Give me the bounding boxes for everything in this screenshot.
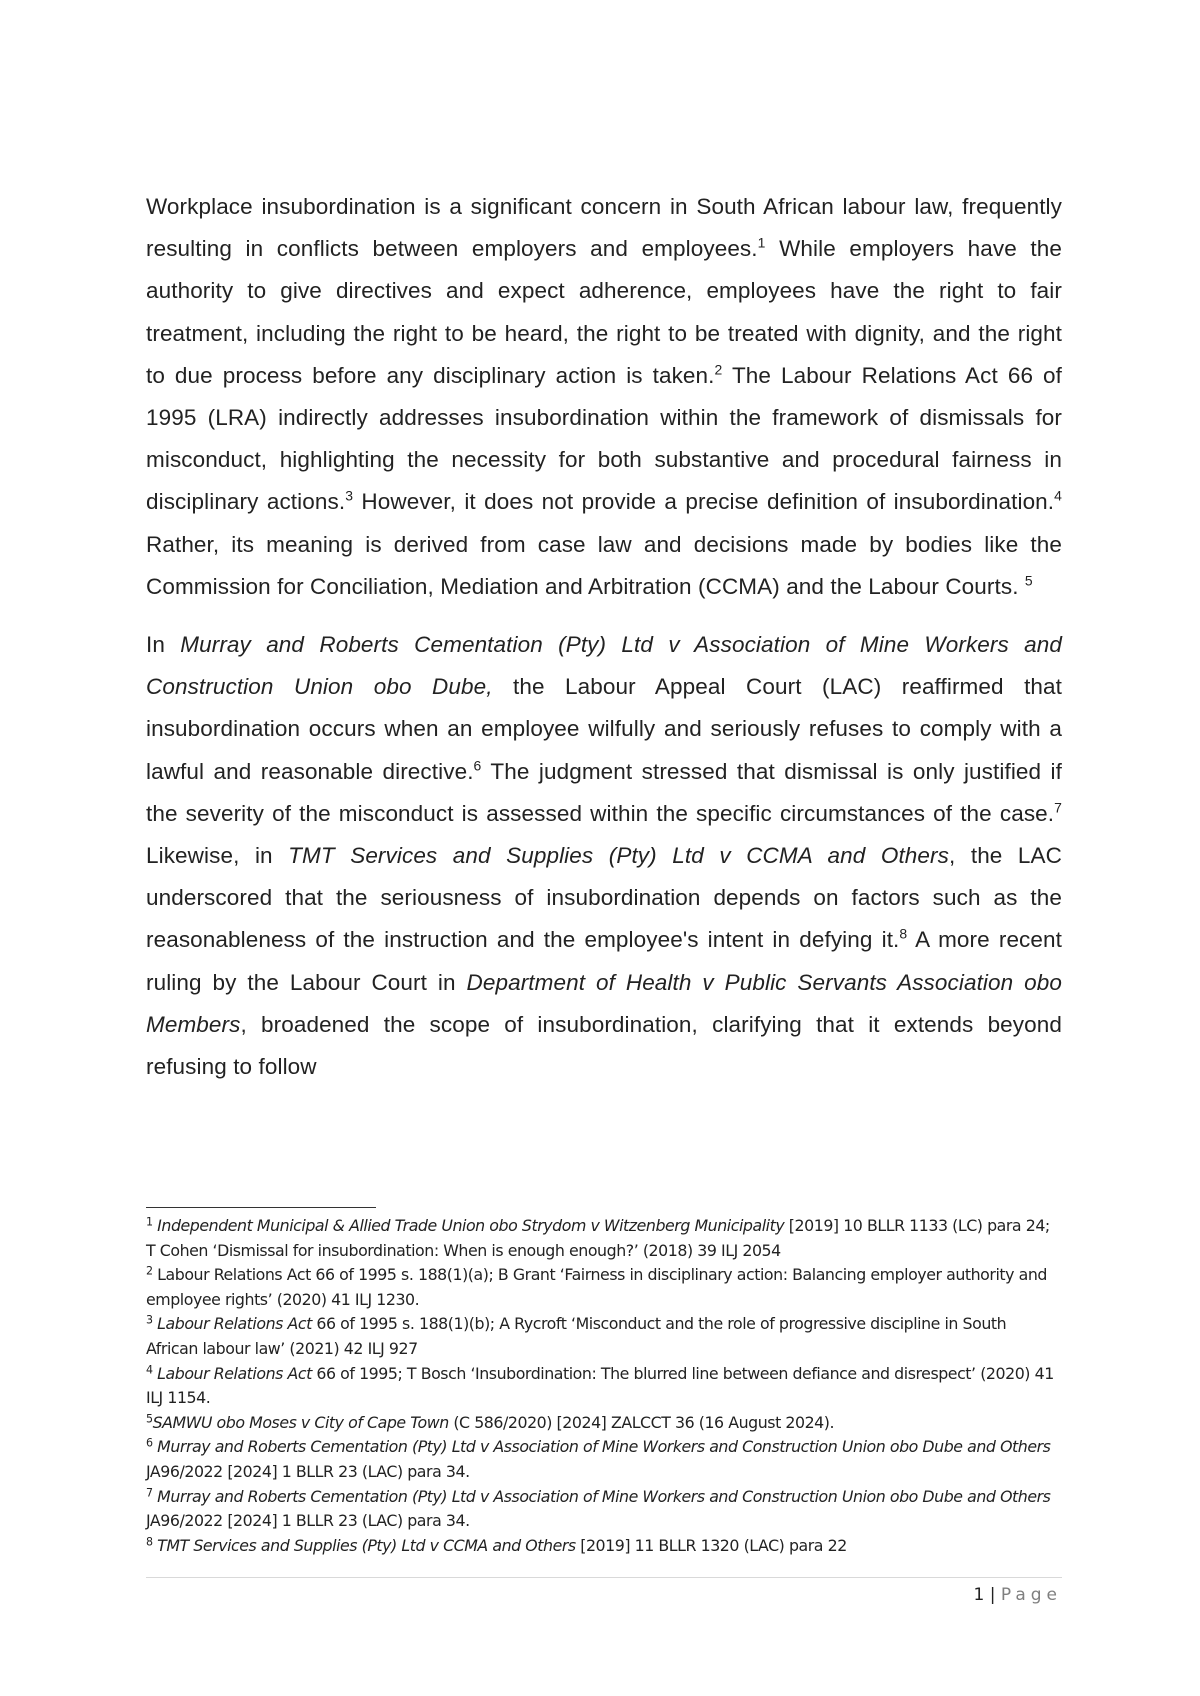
- italic-text: Department of Health v Public Servants Association obo Members: [146, 969, 1063, 1037]
- footnote-1: [146, 1214, 1062, 1263]
- page-number: 1: [973, 1585, 985, 1605]
- footnote-8: [146, 1534, 1062, 1559]
- text-run: , the LAC underscored that the seriousness of insubordination depends on factors such as the reasonableness of the instruction and the employee's intent in defying it.: [146, 843, 1062, 953]
- italic-text: Labour Relations Act: [157, 1314, 312, 1334]
- italic-text: SAMWU obo Moses v City of Cape Town: [152, 1412, 449, 1432]
- page-separator: |: [984, 1585, 1001, 1605]
- footnote-separator: [146, 1207, 376, 1208]
- footnote-ref: 5: [146, 1412, 153, 1426]
- text-run: The Labour Relations Act 66 of 1995 (LRA) indirectly addresses insubordination within the framework of dismissals for misconduct, highlighting the necessity for both substantive and procedural fairness in disciplinary actions.: [146, 362, 1062, 515]
- footnote-ref: 7: [146, 1486, 153, 1500]
- body-text: [146, 186, 1062, 1088]
- text-run: In: [146, 632, 181, 658]
- text-run: the Labour Appeal Court (LAC) reaffirmed that insubordination occurs when an employee wilfully and seriously refuses to comply with a lawful and reasonable directive.: [146, 674, 1063, 784]
- footnote-ref: 4: [146, 1363, 153, 1377]
- footer-rule: [146, 1577, 1062, 1578]
- paragraph-1: [146, 186, 1062, 608]
- text-run: Likewise, in: [146, 843, 289, 869]
- text-run: While employers have the authority to give directives and expect adherence, employees have the right to fair treatment, including the right to be heard, the right to be treated with dignity, and the right to due process before any disciplinary action is taken.: [146, 236, 1063, 388]
- footnote-ref: 4: [1054, 487, 1063, 504]
- footnote-6: [146, 1435, 1062, 1484]
- footnote-ref: 1: [146, 1215, 153, 1229]
- footnote-ref: 6: [473, 757, 482, 773]
- italic-text: TMT Services and Supplies (Pty) Ltd v CCMA and Others: [157, 1535, 576, 1555]
- italic-text: Murray and Roberts Cementation (Pty) Ltd v Association of Mine Workers and Construction Union obo Dube and Others: [157, 1437, 1051, 1457]
- footnote-7: [146, 1485, 1062, 1534]
- text-run: Workplace insubordination is a significant concern in South African labour law, frequently resulting in conflicts between employers and employees.: [146, 194, 1062, 262]
- footnote-ref: 8: [899, 925, 908, 942]
- italic-text: TMT Services and Supplies (Pty) Ltd v CCMA and Others: [288, 843, 949, 869]
- footnote-ref: 3: [146, 1313, 153, 1327]
- text-run: JA96/2022 [2024] 1 BLLR 23 (LAC) para 34.: [146, 1511, 470, 1531]
- footnote-4: [146, 1362, 1062, 1411]
- footnote-3: [146, 1312, 1062, 1361]
- text-run: However, it does not provide a precise definition of insubordination.: [353, 489, 1055, 515]
- footnote-ref: 1: [757, 234, 766, 251]
- text-run: , broadened the scope of insubordination, clarifying that it extends beyond refusing to follow: [146, 1011, 1062, 1080]
- footnote-ref: 8: [146, 1535, 153, 1549]
- page-footer: [973, 1585, 1062, 1605]
- page-label: Page: [1000, 1585, 1062, 1605]
- text-run: 66 of 1995; T Bosch ‘Insubordination: The blurred line between defiance and disrespect’ (2020) 41 ILJ 1154.: [146, 1363, 1054, 1408]
- footnote-ref: 6: [146, 1436, 153, 1450]
- text-run: Labour Relations Act 66 of 1995 s. 188(1)(a); B Grant ‘Fairness in disciplinary action: Balancing employer authority and employee rights’ (2020) 41 ILJ 1230.: [146, 1265, 1047, 1309]
- footnote-ref: 2: [714, 361, 723, 378]
- italic-text: Independent Municipal & Allied Trade Union obo Strydom v Witzenberg Municipality: [157, 1216, 785, 1235]
- text-run: 66 of 1995 s. 188(1)(b); A Rycroft ‘Misconduct and the role of progressive discipline in South African labour law’ (2021) 42 ILJ 927: [146, 1314, 1007, 1358]
- text-run: JA96/2022 [2024] 1 BLLR 23 (LAC) para 34.: [146, 1461, 470, 1481]
- footnote-2: [146, 1263, 1062, 1312]
- italic-text: Murray and Roberts Cementation (Pty) Ltd v Association of Mine Workers and Construction Union obo Dube and Others: [157, 1486, 1051, 1506]
- text-run: Rather, its meaning is derived from case law and decisions made by bodies like the Commission for Conciliation, Mediation and Arbitration (CCMA) and the Labour Courts.: [146, 531, 1062, 599]
- footnote-ref: 5: [1024, 572, 1033, 589]
- paragraph-2: [146, 624, 1062, 1088]
- text-run: (C 586/2020) [2024] ZALCCT 36 (16 August 2024).: [448, 1412, 835, 1432]
- italic-text: Labour Relations Act: [157, 1363, 312, 1383]
- footnote-ref: 2: [146, 1264, 153, 1278]
- text-run: [2019] 10 BLLR 1133 (LC) para 24; T Cohen ‘Dismissal for insubordination: When is enough enough?’ (2018) 39 ILJ 2054: [146, 1216, 1050, 1260]
- footnote-ref: 3: [345, 487, 354, 504]
- italic-text: Murray and Roberts Cementation (Pty) Ltd v Association of Mine Workers and Construction Union obo Dube,: [146, 632, 1062, 700]
- text-run: The judgment stressed that dismissal is only justified if the severity of the misconduct is assessed within the specific circumstances of the case.: [146, 758, 1062, 826]
- footnote-ref: 7: [1054, 799, 1062, 816]
- text-run: A more recent ruling by the Labour Court in: [146, 927, 1062, 995]
- footnote-5: [146, 1411, 1062, 1436]
- footnotes: [146, 1214, 1062, 1558]
- text-run: [2019] 11 BLLR 1320 (LAC) para 22: [575, 1535, 847, 1555]
